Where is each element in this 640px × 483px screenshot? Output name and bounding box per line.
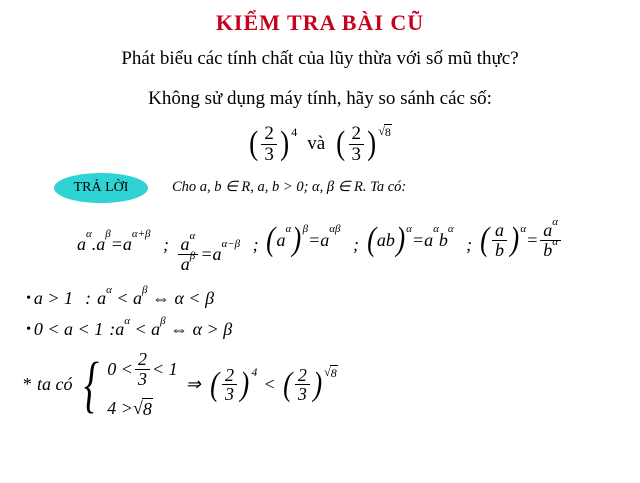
- bullet-list: [0, 284, 640, 340]
- sqrt-icon: √ 8: [132, 397, 152, 419]
- right-paren-open: (: [336, 125, 346, 163]
- question-1: Phát biểu các tính chất của lũy thừa với số mũ thực?: [121, 48, 519, 69]
- left-exponent: 4: [291, 124, 298, 139]
- sqrt-icon: [378, 124, 392, 140]
- question-2: Không sử dụng máy tính, hãy so sánh các số:: [148, 88, 492, 109]
- bullet-2-colon: :: [109, 319, 116, 340]
- sqrt-icon: √ 8: [324, 364, 337, 380]
- formula-power-of-power: ( a α ) β = a αβ: [266, 221, 341, 259]
- conclusion-conditions: [107, 350, 177, 420]
- formula-product: a α . a β = a α+β: [76, 227, 151, 255]
- right-exponent-sqrt: [378, 124, 392, 140]
- radicand: 8: [384, 125, 391, 140]
- formula-product-power: ( ab ) α = a α b α: [366, 221, 454, 259]
- conclusion-condition-1: 0 < $\frac{2}{3}$ < 1: [107, 349, 178, 389]
- conclusion-relation: <: [263, 374, 276, 395]
- answer-row: [0, 173, 640, 207]
- implies-arrow: ⇒: [185, 374, 201, 395]
- right-power-expression: [335, 124, 392, 165]
- left-power-expression: [248, 124, 297, 165]
- bullet-2-statement: $a^\alpha < a^\beta$ ⇔ α > β: [115, 315, 233, 340]
- left-fraction: [261, 124, 277, 165]
- comparison-expression: [0, 124, 640, 165]
- conclusion-left-power: ( $\frac{2}{3}$ ) 4: [209, 364, 258, 405]
- formula-line: a α . a β = a α+β ; $\frac{a^\alpha}{a^\beta}$ = a α−β ; ( a α ) β = a αβ ; ( ab ) α = a α b α ; ( $\frac{a}{b}$ ) α = $\frac{a^\alpha}{b^\alpha}$: [0, 221, 640, 274]
- left-fraction-denominator: 3: [261, 144, 277, 165]
- condition-note: Cho a, b ∈ R, a, b > 0; α, β ∈ R. Ta có:: [172, 178, 407, 195]
- bullet-1-condition: a > 1: [33, 288, 74, 309]
- bullet-item-1: [26, 284, 640, 309]
- bullet-dot: •: [26, 321, 31, 337]
- conclusion-star: *: [22, 374, 31, 395]
- right-paren-close: ): [367, 125, 377, 163]
- right-fraction-denominator: 3: [349, 144, 365, 165]
- bullet-2-condition: 0 < a < 1: [33, 319, 104, 340]
- conclusion-label: ta có: [37, 374, 73, 395]
- formula-quotient: $\frac{a^\alpha}{a^\beta}$ = a α−β: [176, 235, 241, 274]
- left-paren-close: ): [280, 125, 290, 163]
- bullet-1-colon: :: [85, 288, 92, 309]
- left-brace: {: [83, 350, 99, 419]
- conclusion-right-power: ( $\frac{2}{3}$ ) √ 8: [282, 364, 337, 405]
- radical-sign: √: [378, 124, 385, 139]
- right-fraction: [349, 124, 365, 165]
- bullet-1-statement: $a^\alpha < a^\beta$ ⇔ α < β: [97, 284, 215, 309]
- conclusion-block: [0, 350, 640, 420]
- bullet-item-2: [26, 315, 640, 340]
- bullet-dot: •: [26, 290, 31, 306]
- conjunction-va: và: [307, 133, 326, 155]
- slide-container: [0, 10, 640, 483]
- formula-fraction-power: ( $\frac{a}{b}$ ) α = $\frac{a^\alpha}{b^\alpha}$: [479, 221, 563, 260]
- right-fraction-numerator: 2: [351, 123, 361, 144]
- page-title: KIỂM TRA BÀI CŨ: [215, 10, 425, 35]
- conclusion-condition-2: 4 > √ 8: [107, 397, 152, 419]
- answer-badge: TRẢ LỜI: [54, 173, 148, 203]
- left-paren-open: (: [249, 125, 259, 163]
- left-fraction-numerator: 2: [264, 123, 274, 144]
- quotient-fraction: $\frac{a^\alpha}{a^\beta}$: [178, 235, 199, 274]
